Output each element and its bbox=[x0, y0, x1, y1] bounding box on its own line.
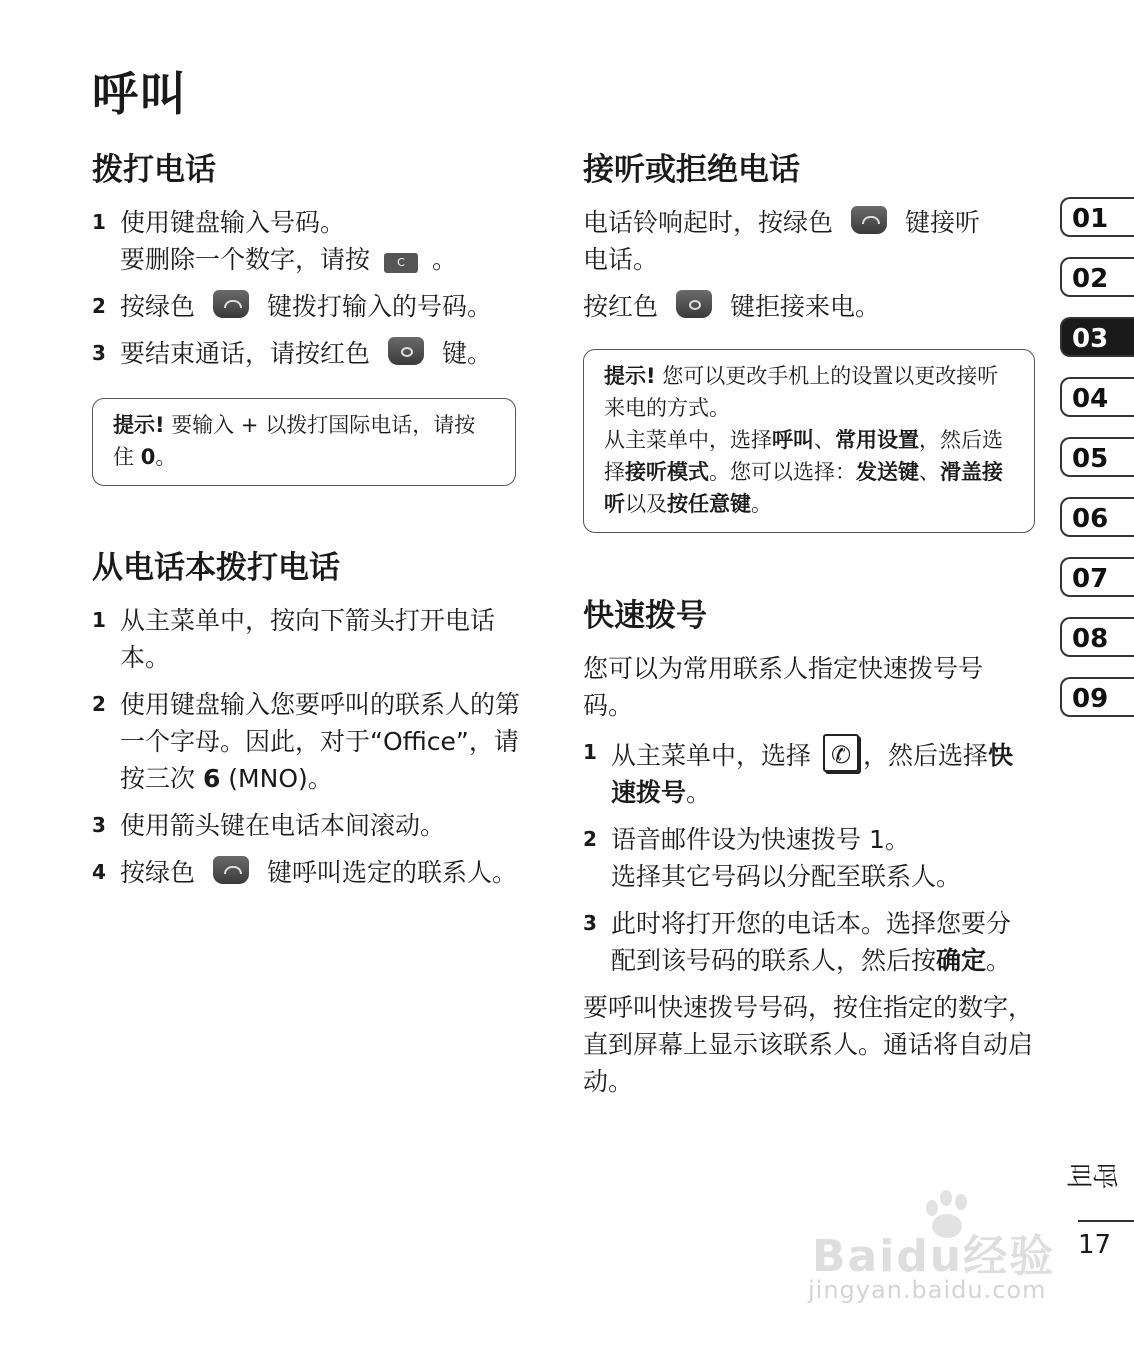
tip-text: 要输入 + 以拨打国际电话，请按住 bbox=[113, 413, 476, 469]
tip-text: 。您可以选择： bbox=[709, 460, 856, 484]
step-item bbox=[92, 335, 542, 372]
chapter-tab[interactable]: 06 bbox=[1060, 497, 1134, 537]
tip-text: ，然后选择 bbox=[604, 428, 1003, 484]
step-item bbox=[92, 204, 542, 278]
paragraph bbox=[583, 288, 1038, 325]
step-text: 。 bbox=[986, 946, 1012, 975]
tip-label: 提示! bbox=[113, 413, 165, 437]
para-text: 键接听电话。 bbox=[583, 208, 981, 274]
paragraph: 要呼叫快速拨号号码，按住指定的数字，直到屏幕上显示该联系人。通话将自动启动。 bbox=[583, 993, 1034, 1096]
paragraph bbox=[583, 204, 1003, 278]
section-heading: 从电话本拨打电话 bbox=[92, 550, 340, 586]
step-number: 3 bbox=[583, 911, 597, 935]
step-item bbox=[92, 807, 542, 844]
chapter-tab[interactable]: 02 bbox=[1060, 257, 1134, 297]
step-text: 。 bbox=[432, 245, 458, 274]
paragraph: 您可以为常用联系人指定快速拨号号码。 bbox=[583, 654, 984, 720]
tip-text: 从主菜单中，选择 bbox=[604, 428, 772, 452]
step-text: 要结束通话，请按红色 bbox=[120, 339, 371, 368]
chapter-tab[interactable]: 04 bbox=[1060, 377, 1134, 417]
step-key: 6 bbox=[202, 764, 221, 793]
watermark-url: jingyan.baidu.com bbox=[808, 1276, 1047, 1304]
tip-key: 0 bbox=[140, 445, 156, 469]
section-call-from-contacts bbox=[92, 548, 542, 901]
step-item bbox=[583, 821, 1038, 895]
step-text: 使用键盘输入您要呼叫的联系人的第一个字母。因此，对于“Office”，请按三次 bbox=[120, 690, 521, 793]
side-chapter-label: 呼叫 bbox=[1066, 1158, 1119, 1189]
step-number: 3 bbox=[92, 341, 106, 365]
tip-bold: 接听模式 bbox=[625, 460, 709, 484]
step-text: 键呼叫选定的联系人。 bbox=[267, 858, 518, 887]
section-make-call bbox=[92, 150, 542, 486]
chapter-tab-active[interactable]: 03 bbox=[1060, 317, 1134, 357]
step-list bbox=[583, 734, 1038, 979]
step-item bbox=[583, 734, 1038, 811]
green-send-key-icon bbox=[851, 206, 887, 234]
green-send-key-icon bbox=[213, 290, 249, 318]
section-heading: 拨打电话 bbox=[92, 152, 216, 188]
para-text: 键拒接来电。 bbox=[730, 292, 881, 321]
tip-text: 。 bbox=[155, 445, 177, 469]
tip-text: 、 bbox=[919, 460, 940, 484]
green-send-key-icon bbox=[213, 856, 249, 884]
step-number: 2 bbox=[92, 294, 106, 318]
page-number: 17 bbox=[1078, 1230, 1112, 1260]
step-item bbox=[92, 288, 542, 325]
tip-text: 以及 bbox=[625, 492, 667, 516]
tip-text: 、 bbox=[814, 428, 835, 452]
tip-box bbox=[92, 398, 516, 486]
step-item bbox=[92, 854, 520, 891]
contacts-menu-icon bbox=[823, 734, 859, 772]
step-number: 3 bbox=[92, 813, 106, 837]
chapter-tab[interactable]: 08 bbox=[1060, 617, 1134, 657]
step-text: 语音邮件设为快速拨号 1。 bbox=[611, 825, 910, 854]
tip-text: 您可以更改手机上的设置以更改接听来电的方式。 bbox=[604, 364, 999, 420]
step-text: 此时将打开您的电话本。选择您要分配到该号码的联系人，然后按 bbox=[611, 909, 1012, 975]
step-number: 4 bbox=[92, 860, 106, 884]
step-text: 选择其它号码以分配至联系人。 bbox=[611, 862, 962, 891]
side-divider bbox=[1078, 1220, 1134, 1222]
section-answer-reject bbox=[583, 150, 1038, 533]
tip-bold: 按任意键 bbox=[667, 492, 751, 516]
step-text: (MNO)。 bbox=[220, 764, 333, 793]
tip-box bbox=[583, 349, 1035, 533]
tip-bold: 呼叫 bbox=[772, 428, 814, 452]
step-bold: 快速拨号 bbox=[611, 741, 1014, 807]
step-text: 键拨打输入的号码。 bbox=[267, 292, 493, 321]
step-number: 2 bbox=[583, 827, 597, 851]
step-item bbox=[92, 602, 530, 676]
chapter-tab[interactable]: 05 bbox=[1060, 437, 1134, 477]
chapter-tab[interactable]: 01 bbox=[1060, 197, 1134, 237]
step-list bbox=[92, 602, 542, 891]
tip-bold: 发送键 bbox=[856, 460, 919, 484]
section-heading: 快速拨号 bbox=[583, 598, 707, 634]
step-item bbox=[583, 905, 1031, 979]
step-number: 1 bbox=[92, 608, 106, 632]
step-number: 1 bbox=[583, 740, 597, 764]
step-text: 从主菜单中，按向下箭头打开电话本。 bbox=[120, 606, 496, 672]
tip-bold: 常用设置 bbox=[835, 428, 919, 452]
para-text: 按红色 bbox=[583, 292, 659, 321]
tip-label: 提示! bbox=[604, 364, 656, 388]
chapter-tab[interactable]: 09 bbox=[1060, 677, 1134, 717]
tip-bold: 滑盖接听 bbox=[604, 460, 1003, 516]
step-item bbox=[92, 686, 540, 797]
watermark bbox=[808, 1190, 1068, 1320]
step-text: 。 bbox=[686, 778, 712, 807]
section-speed-dial bbox=[583, 596, 1038, 1110]
step-number: 1 bbox=[92, 210, 106, 234]
step-text: 使用箭头键在电话本间滚动。 bbox=[120, 811, 446, 840]
para-text: 电话铃响起时，按绿色 bbox=[583, 208, 834, 237]
step-text: 按绿色 bbox=[120, 292, 196, 321]
step-text: ，然后选择 bbox=[863, 741, 989, 770]
tip-text: 。 bbox=[751, 492, 772, 516]
step-list bbox=[92, 204, 542, 372]
chapter-tab[interactable]: 07 bbox=[1060, 557, 1134, 597]
step-text: 要删除一个数字，请按 bbox=[120, 245, 371, 274]
red-end-key-icon bbox=[676, 290, 712, 318]
watermark-text: Baidu经验 bbox=[812, 1231, 1056, 1282]
clear-key-icon: C bbox=[384, 253, 418, 273]
step-number: 2 bbox=[92, 692, 106, 716]
step-text: 键。 bbox=[442, 339, 493, 368]
step-text: 从主菜单中，选择 bbox=[611, 741, 812, 770]
step-text: 使用键盘输入号码。 bbox=[120, 208, 346, 237]
red-end-key-icon bbox=[388, 337, 424, 365]
step-bold: 确定 bbox=[936, 946, 987, 975]
chapter-tabs bbox=[1060, 197, 1134, 737]
step-text: 按绿色 bbox=[120, 858, 196, 887]
section-heading: 接听或拒绝电话 bbox=[583, 152, 800, 188]
page-title: 呼叫 bbox=[92, 67, 188, 121]
